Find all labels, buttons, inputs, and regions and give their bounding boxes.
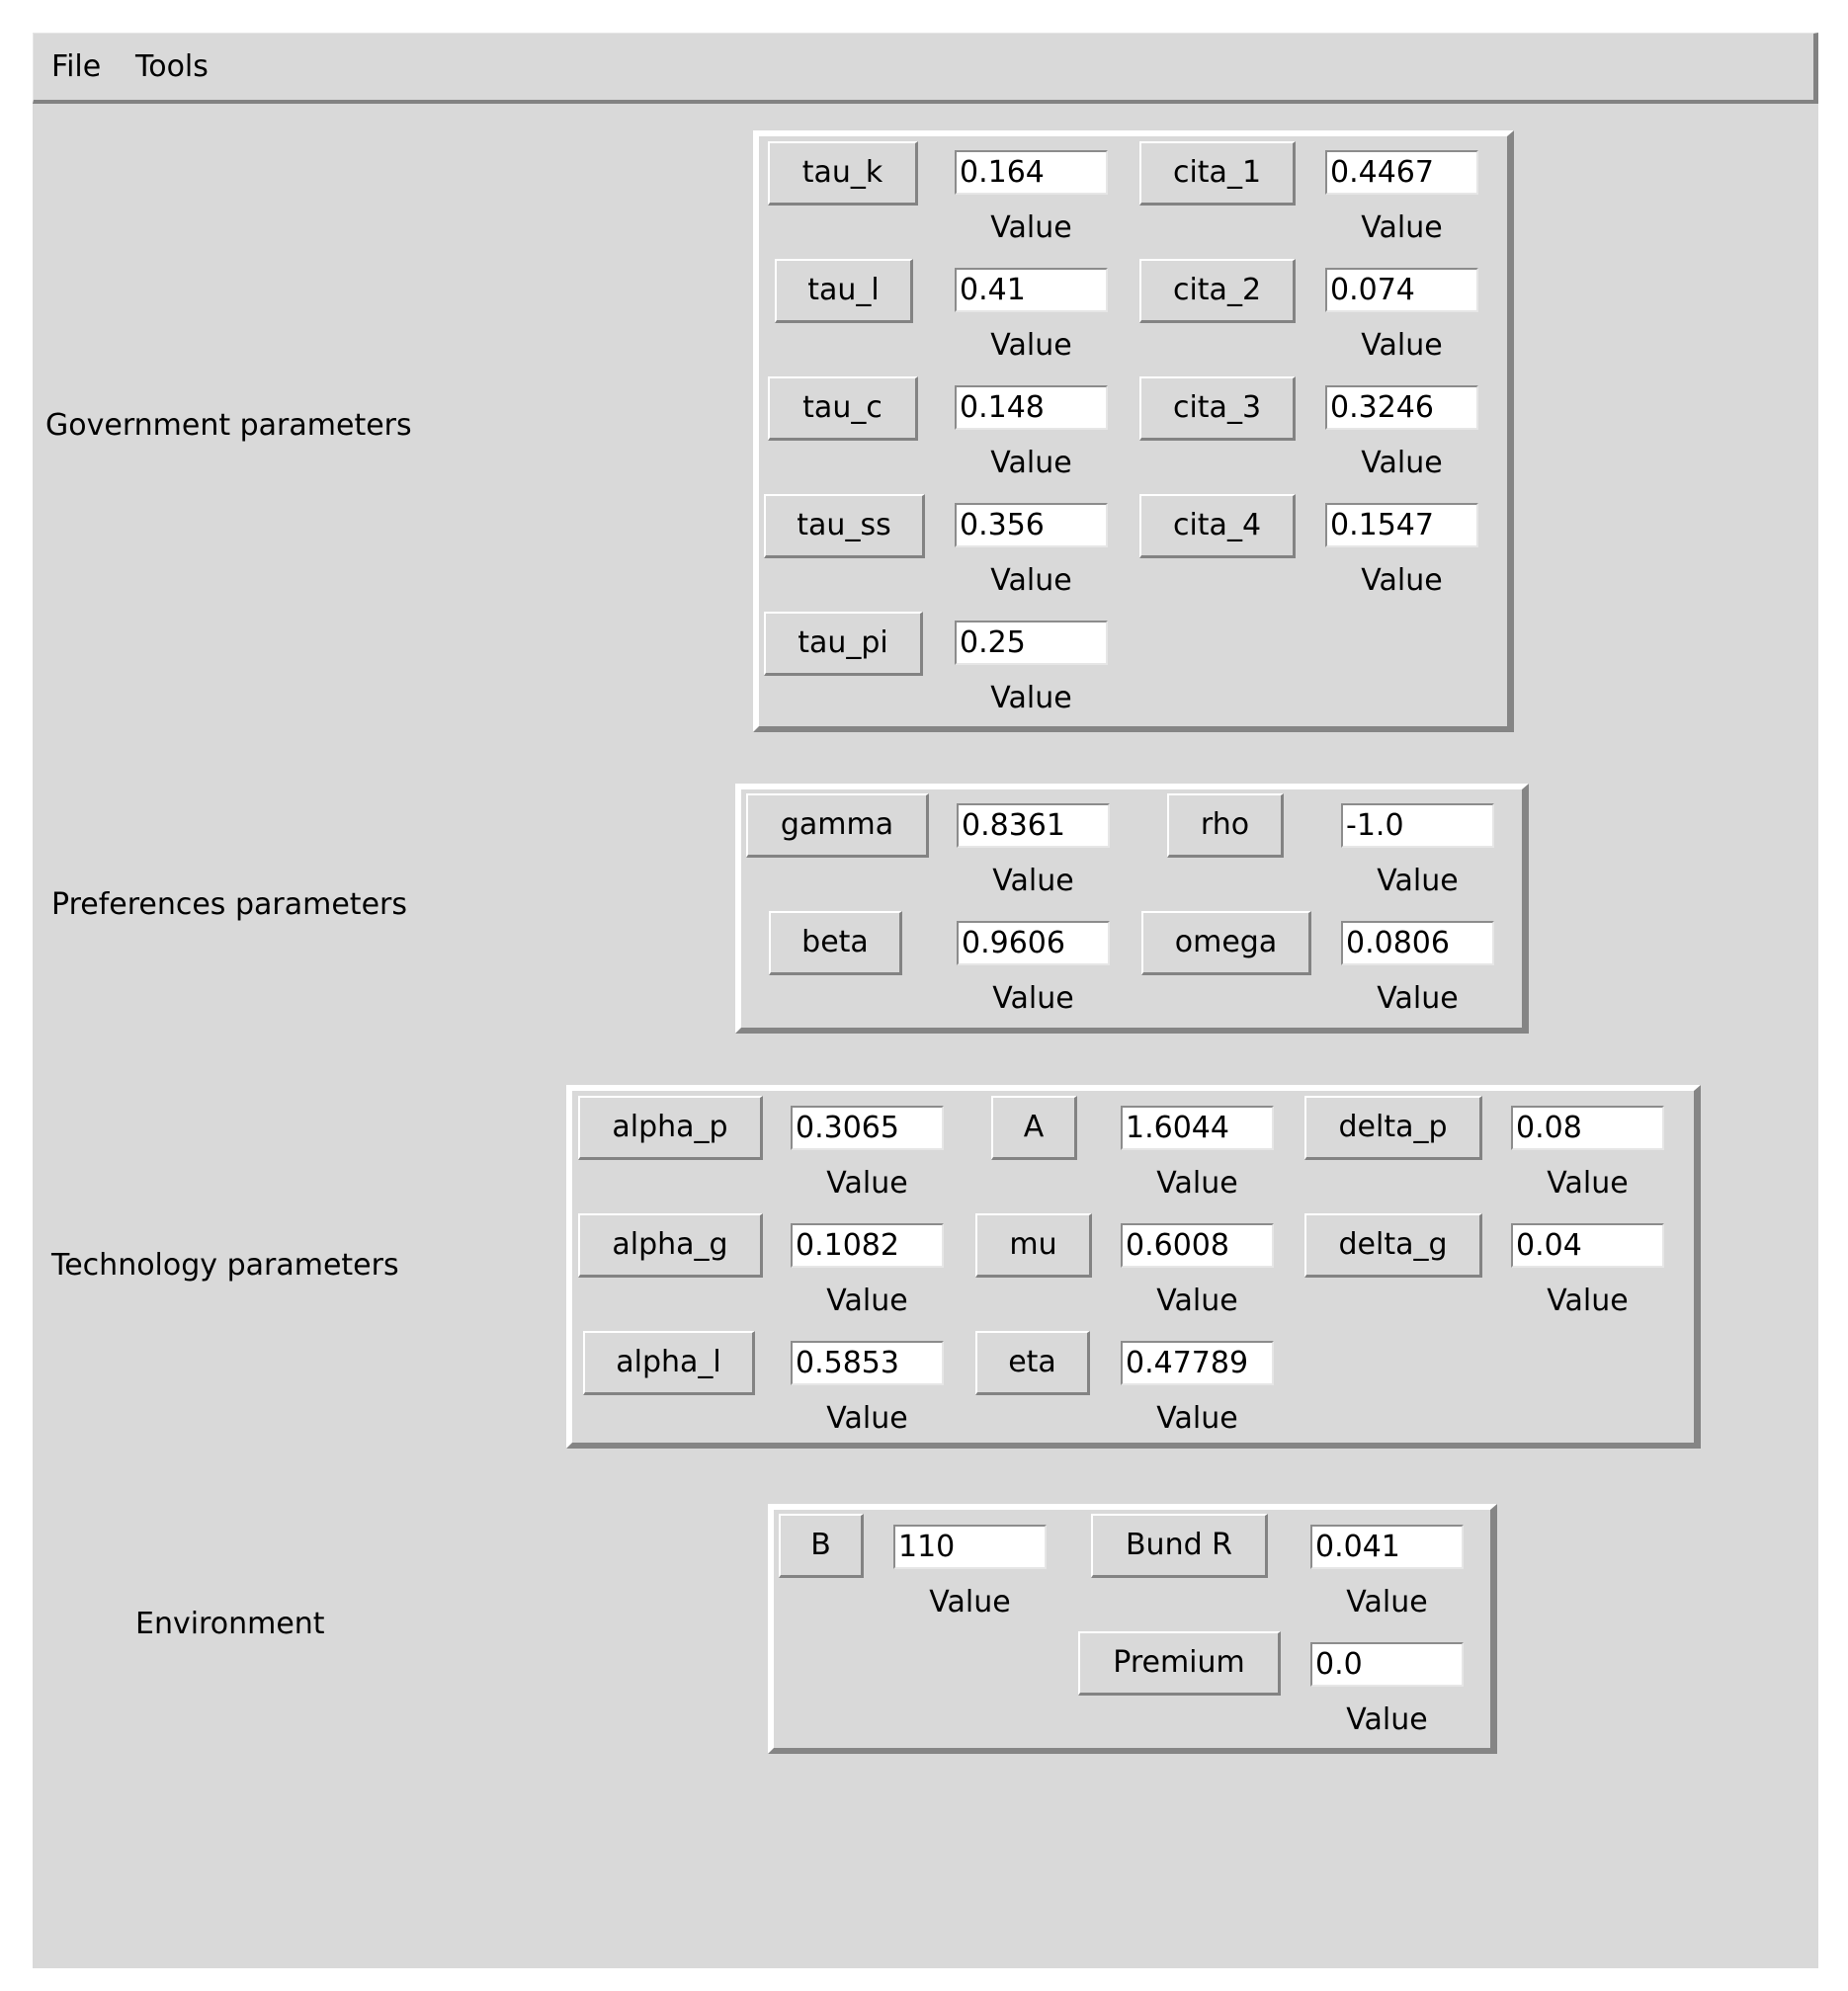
delta-g-button[interactable]: delta_g (1304, 1213, 1482, 1278)
alpha-l-button[interactable]: alpha_l (583, 1331, 755, 1395)
mu-button[interactable]: mu (975, 1213, 1092, 1278)
alpha-g-button[interactable]: alpha_g (578, 1213, 763, 1278)
tau-l-button[interactable]: tau_l (775, 259, 913, 323)
gamma-input[interactable] (957, 803, 1110, 848)
rho-button[interactable]: rho (1167, 793, 1284, 858)
tau-c-button[interactable]: tau_c (768, 376, 918, 441)
a-input[interactable] (1121, 1106, 1274, 1150)
omega-button[interactable]: omega (1141, 911, 1311, 975)
tau-l-input[interactable] (955, 268, 1108, 312)
gamma-value-label: Value (992, 864, 1074, 898)
gamma-button[interactable]: gamma (746, 793, 929, 858)
eta-button[interactable]: eta (975, 1331, 1090, 1395)
a-value-label: Value (1156, 1166, 1238, 1201)
delta-p-value-label: Value (1547, 1166, 1629, 1201)
beta-input[interactable] (957, 921, 1110, 965)
premium-button[interactable]: Premium (1078, 1631, 1281, 1696)
tau-pi-input[interactable] (955, 621, 1108, 665)
menubar (33, 33, 1818, 104)
bund-r-button[interactable]: Bund R (1091, 1514, 1268, 1578)
premium-input[interactable] (1310, 1642, 1464, 1687)
delta-p-button[interactable]: delta_p (1304, 1096, 1482, 1160)
rho-value-label: Value (1377, 864, 1459, 898)
delta-g-input[interactable] (1511, 1223, 1664, 1268)
menu-tools[interactable]: Tools (135, 49, 209, 84)
b-button[interactable]: B (779, 1514, 864, 1578)
alpha-g-input[interactable] (791, 1223, 944, 1268)
technology-section-label: Technology parameters (51, 1248, 399, 1283)
preferences-section-label: Preferences parameters (51, 887, 407, 922)
government-section-label: Government parameters (45, 408, 412, 443)
cita-4-input[interactable] (1325, 503, 1478, 547)
omega-input[interactable] (1341, 921, 1494, 965)
alpha-l-value-label: Value (826, 1401, 908, 1436)
tau-ss-button[interactable]: tau_ss (764, 494, 925, 558)
bund-r-value-label: Value (1346, 1585, 1428, 1619)
b-value-label: Value (929, 1585, 1011, 1619)
alpha-p-input[interactable] (791, 1106, 944, 1150)
premium-value-label: Value (1346, 1702, 1428, 1737)
cita-1-value-label: Value (1361, 210, 1443, 245)
cita-4-button[interactable]: cita_4 (1139, 494, 1296, 558)
tau-k-input[interactable] (955, 150, 1108, 195)
delta-g-value-label: Value (1547, 1284, 1629, 1318)
cita-3-button[interactable]: cita_3 (1139, 376, 1296, 441)
cita-2-input[interactable] (1325, 268, 1478, 312)
tau-l-value-label: Value (990, 328, 1072, 363)
tau-c-input[interactable] (955, 385, 1108, 430)
beta-button[interactable]: beta (769, 911, 902, 975)
tau-k-value-label: Value (990, 210, 1072, 245)
tau-c-value-label: Value (990, 446, 1072, 480)
cita-3-input[interactable] (1325, 385, 1478, 430)
alpha-l-input[interactable] (791, 1341, 944, 1385)
menu-file[interactable]: File (51, 49, 102, 84)
alpha-p-value-label: Value (826, 1166, 908, 1201)
alpha-p-button[interactable]: alpha_p (578, 1096, 763, 1160)
omega-value-label: Value (1377, 981, 1459, 1016)
tau-pi-value-label: Value (990, 681, 1072, 715)
a-button[interactable]: A (991, 1096, 1077, 1160)
mu-input[interactable] (1121, 1223, 1274, 1268)
tau-ss-input[interactable] (955, 503, 1108, 547)
cita-1-input[interactable] (1325, 150, 1478, 195)
mu-value-label: Value (1156, 1284, 1238, 1318)
cita-3-value-label: Value (1361, 446, 1443, 480)
beta-value-label: Value (992, 981, 1074, 1016)
cita-1-button[interactable]: cita_1 (1139, 141, 1296, 206)
cita-2-value-label: Value (1361, 328, 1443, 363)
rho-input[interactable] (1341, 803, 1494, 848)
eta-input[interactable] (1121, 1341, 1274, 1385)
bund-r-input[interactable] (1310, 1525, 1464, 1569)
alpha-g-value-label: Value (826, 1284, 908, 1318)
cita-4-value-label: Value (1361, 563, 1443, 598)
tau-pi-button[interactable]: tau_pi (764, 612, 923, 676)
environment-section-label: Environment (135, 1607, 325, 1641)
tau-k-button[interactable]: tau_k (768, 141, 918, 206)
eta-value-label: Value (1156, 1401, 1238, 1436)
tau-ss-value-label: Value (990, 563, 1072, 598)
cita-2-button[interactable]: cita_2 (1139, 259, 1296, 323)
delta-p-input[interactable] (1511, 1106, 1664, 1150)
b-input[interactable] (893, 1525, 1047, 1569)
